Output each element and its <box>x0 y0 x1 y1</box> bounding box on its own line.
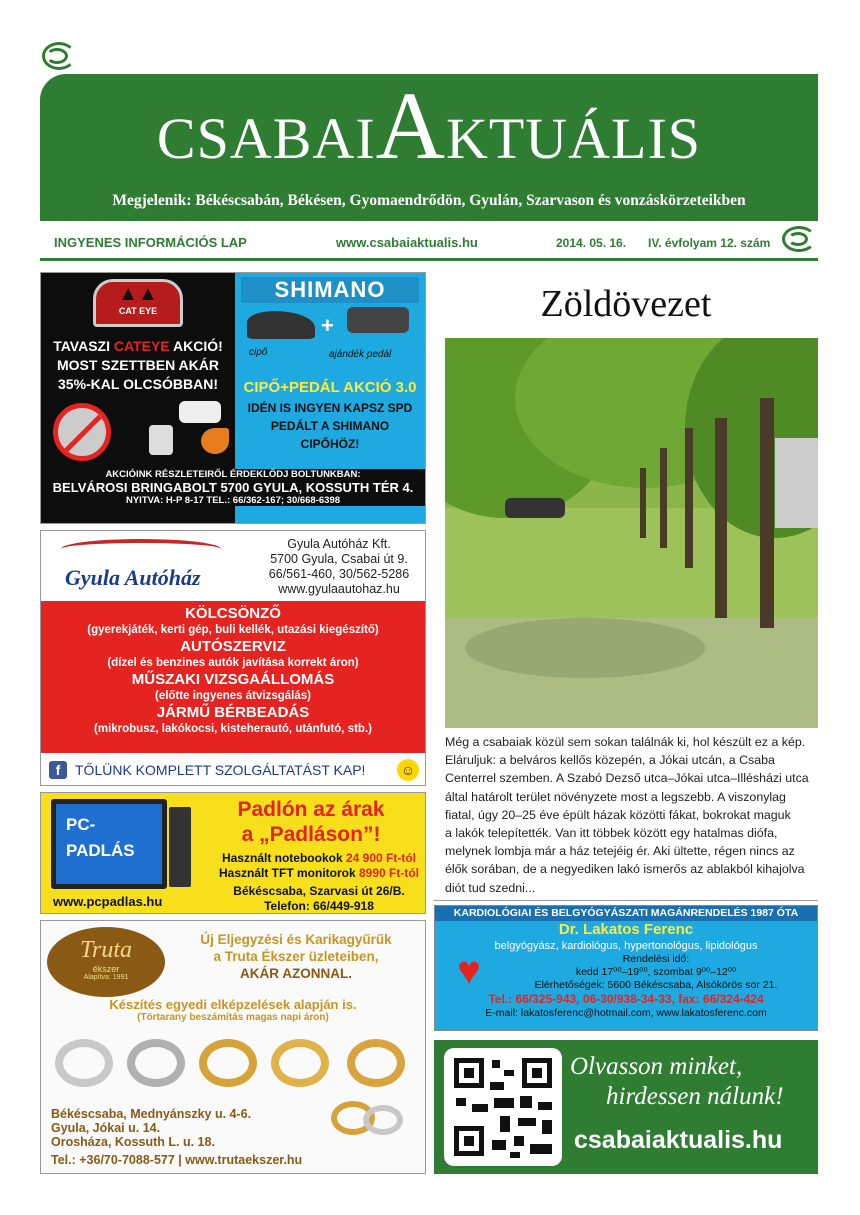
ring-icon <box>347 1039 405 1087</box>
doctor-name: Dr. Lakatos Ferenc <box>558 921 694 938</box>
bike-footer-1: AKCIÓINK RÉSZLETEIRŐL ÉRDEKLŐDJ BOLTUNKBAN: <box>105 469 361 480</box>
jewelry-headline-1: Új Eljegyzési és Karikagyűrűk <box>200 932 392 947</box>
plus-sign: + <box>321 313 334 338</box>
jewelry-address-3: Orosháza, Kossuth L. u. 18. <box>51 1135 215 1149</box>
article-title: Zöldövezet <box>540 283 712 325</box>
article-line: Eláruljuk: a belváros kellős közepén, a Jókai utcán, a Csaba <box>445 753 775 768</box>
bike-footer-2: BELVÁROSI BRINGABOLT 5700 GYULA, KOSSUTH TÉR 4. <box>52 480 414 495</box>
issue-number: IV. évfolyam 12. szám <box>648 236 771 250</box>
autohaz-logo: Gyula Autóház <box>65 565 201 590</box>
website-link[interactable]: www.csabaiaktualis.hu <box>336 235 478 250</box>
monitor-icon: PC- PADLÁS <box>51 799 167 889</box>
jewelry-address-1: Békéscsaba, Mednyánszky u. 4-6. <box>51 1107 252 1121</box>
bike-computer-icon <box>149 425 173 455</box>
header-rule <box>40 258 818 261</box>
jewelry-sub-1: Készítés egyedi elképzelések alapján is. <box>109 997 357 1012</box>
doctor-location: Elérhetőségek: 5600 Békéscsaba, Alsókörös sor 21. <box>534 979 778 991</box>
article-divider <box>434 900 818 901</box>
article-line: által határolt terület növényzete most a legszebb. A viszonylag <box>445 789 786 804</box>
jewelry-footer: Tel.: +36/70-7088-577 | www.trutaekszer.hu <box>51 1153 303 1167</box>
pedal-icon <box>347 307 409 333</box>
pc-phone: Telefon: 66/449-918 <box>264 899 374 913</box>
autohaz-services: KÖLCSÖNZŐ (gyerekjáték, kerti gép, buli kellék, utazási kiegészítő) AUTÓSZERVIZ (dízel és benzines autók javítása korrekt áron) MŰSZAKI VIZSGAÁLLOMÁS (előtte ingyenes átvizsgálás) JÁRMŰ BÉRBEADÁS (mikrobusz, lakókocsi, kisteherautó, utánfutó, stb.) <box>41 601 425 753</box>
bike-light-icon <box>179 401 221 423</box>
doctor-hours-label: Rendelési idő: <box>622 953 690 965</box>
autohaz-footer: TŐLÜNK KOMPLETT SZOLGÁLTATÁST KAP! <box>75 762 366 778</box>
article-line: Centerrel szemben. A Szabó Dezső utca–Jókai utca–Illésházi utca <box>445 771 809 786</box>
cateye-logo: ▲▲ CAT EYE <box>93 279 183 327</box>
promo-read-us: Olvasson minket, <box>570 1053 743 1080</box>
promo-line-3: CIPŐHÖZ! <box>300 437 360 451</box>
logo-swirl-inner-icon <box>46 48 68 64</box>
article-line: a lakók telepítették. Van itt többek között egy hatalmas diófa, <box>445 826 778 841</box>
masthead-subtitle: Megjelenik: Békéscsabán, Békésen, Gyomaendrődön, Gyulán, Szarvason és vonzáskörzeteikben <box>112 192 746 209</box>
promo-title: CIPŐ+PEDÁL AKCIÓ 3.0 <box>243 379 417 396</box>
article-line: Még a csabaiak közül sem sokan találnák ki, hol készült ez a kép. <box>445 735 806 749</box>
doctor-hours: kedd 17⁰⁰–19⁰⁰, szombat 9⁰⁰–12⁰⁰ <box>575 966 737 978</box>
cateye-line-3: 35%-KAL OLCSÓBBAN! <box>58 376 218 392</box>
pc-headline-1: Padlón az árak <box>237 798 385 821</box>
ring-icon <box>127 1039 185 1087</box>
doctor-specialty: belgyógyász, kardiológus, hypertonológus, lipidológus <box>494 940 758 952</box>
doctor-ad[interactable] <box>434 905 818 1031</box>
article-photo <box>445 338 818 728</box>
promo-line-1: IDÉN IS INGYEN KAPSZ SPD <box>247 401 413 415</box>
promo-url[interactable]: csabaiaktualis.hu <box>574 1126 783 1154</box>
bike-footer-3: NYITVA: H-P 8-17 TEL.: 66/362-167; 30/668-6398 <box>125 495 341 506</box>
pc-headline-2: a „Padláson”! <box>241 823 381 846</box>
jewelry-headline-3: AKÁR AZONNAL. <box>240 966 352 981</box>
facebook-icon[interactable]: f <box>49 761 67 779</box>
ring-icon <box>271 1039 329 1087</box>
free-paper-label: INGYENES INFORMÁCIÓS LAP <box>54 235 247 250</box>
autohaz-phones: 66/561-460, 30/562-5286 <box>268 567 410 581</box>
shimano-logo: SHIMANO <box>241 277 419 303</box>
pc-padlas-ad[interactable] <box>40 792 426 914</box>
shoe-icon <box>247 311 315 339</box>
qr-code-icon[interactable] <box>444 1048 562 1166</box>
car-swoosh-icon <box>61 539 221 559</box>
issue-date: 2014. 05. 16. <box>556 236 627 250</box>
cateye-headline: TAVASZI CATEYE AKCIÓ! <box>53 338 223 354</box>
pc-tower-icon <box>169 807 191 887</box>
pc-address: Békéscsaba, Szarvasi út 26/B. <box>233 884 405 898</box>
logo-swirl-inner-icon <box>788 232 808 246</box>
pedal-label: ajándék pedál <box>329 349 392 360</box>
jewelry-address-2: Gyula, Jókai u. 14. <box>51 1121 161 1135</box>
article-line: melynek lombja már a ház tetejéig ér. Aki ültette, régen nincs az <box>445 844 795 859</box>
newspaper-title: CSABAIAKTUÁLIS <box>156 72 702 179</box>
promo-line-2: PEDÁLT A SHIMANO <box>270 419 390 433</box>
shoe-label: cipő <box>249 347 268 358</box>
advertise-promo[interactable] <box>434 1040 818 1174</box>
park-trees-photo <box>445 338 818 728</box>
article-line: élők sorában, de a negyediken lakó ismerős az ablakból kihajolva <box>445 862 805 877</box>
pc-line-1: Használt notebookok 24 900 Ft-tól <box>221 851 417 865</box>
rear-light-icon <box>201 428 229 454</box>
cateye-line-2: MOST SZETTBEN AKÁR <box>56 357 220 373</box>
autohaz-company: Gyula Autóház Kft. <box>287 537 391 551</box>
bike-shop-ad[interactable] <box>40 272 426 524</box>
ring-icon <box>363 1105 403 1135</box>
promo-advertise: hirdessen nálunk! <box>606 1083 784 1110</box>
heart-icon: ♥ <box>457 949 481 993</box>
smiley-icon: ☺ <box>397 759 419 781</box>
cat-icon: ▲▲ <box>118 283 158 305</box>
autohaz-ad[interactable] <box>40 530 426 786</box>
ring-icon <box>199 1039 257 1087</box>
doctor-header: KARDIOLÓGIAI ÉS BELGYÓGYÁSZATI MAGÁNRENDELÉS 1987 ÓTA <box>435 906 817 921</box>
doctor-email[interactable]: E-mail: lakatosferenc@hotmail.com, www.lakatosferenc.com <box>485 1007 767 1019</box>
masthead <box>40 74 818 221</box>
jewelry-headline-2: a Truta Ékszer üzleteiben, <box>213 949 379 964</box>
autohaz-address: 5700 Gyula, Csabai út 9. <box>270 552 408 566</box>
pc-line-2: Használt TFT monitorok 8990 Ft-tól <box>218 866 420 880</box>
ring-icon <box>55 1039 113 1087</box>
truta-logo: Truta ékszer Alapítva: 1991 <box>47 927 165 997</box>
truta-jewelry-ad[interactable] <box>40 920 426 1174</box>
article-line: fiatal, úgy 20–25 éve épült házak közötti fákat, bokrokat maguk <box>445 807 791 822</box>
pc-web[interactable]: www.pcpadlas.hu <box>53 894 163 909</box>
article-line: diót tud szedni... <box>445 880 536 895</box>
jewelry-sub-2: (Törtarany beszámítás magas napi áron) <box>137 1012 329 1023</box>
doctor-phones: Tel.: 66/325-943, 06-30/938-34-33, fax: 66/324-424 <box>488 992 764 1006</box>
autohaz-web[interactable]: www.gyulaautohaz.hu <box>278 582 400 596</box>
article-body <box>445 733 825 897</box>
